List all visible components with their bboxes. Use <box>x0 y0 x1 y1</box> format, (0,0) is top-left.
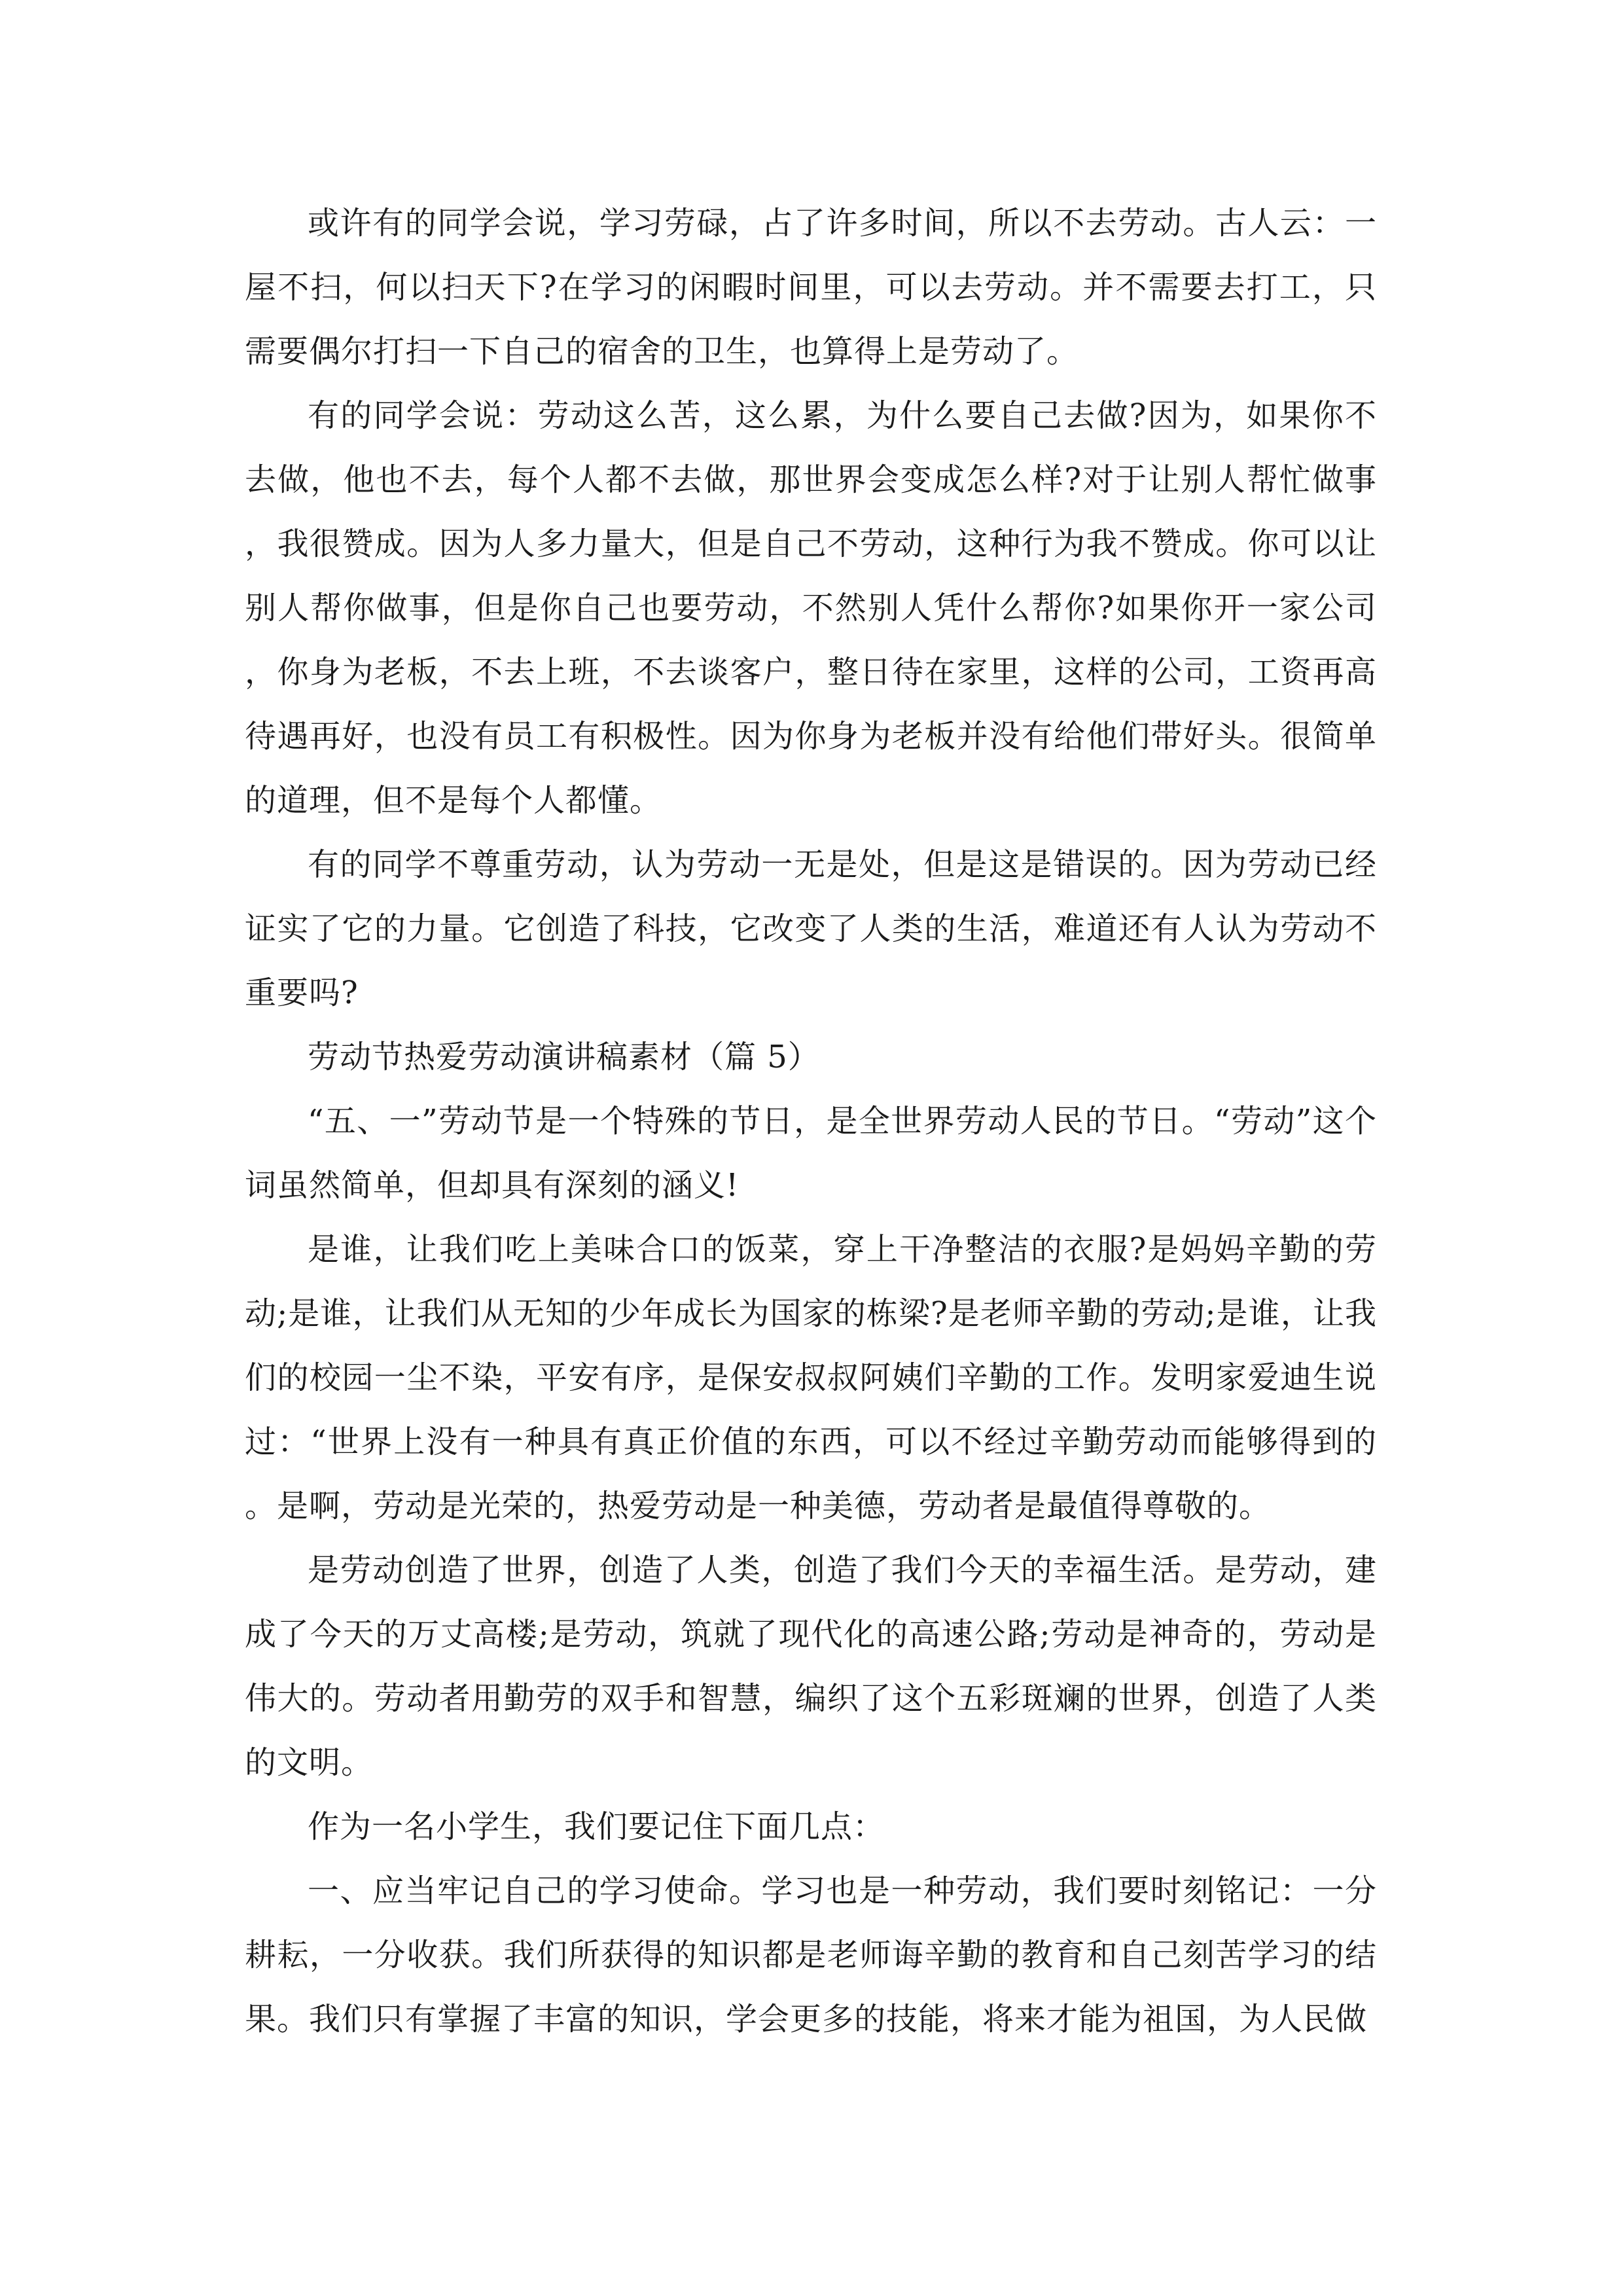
section-title: 劳动节热爱劳动演讲稿素材（篇 5） <box>308 1039 820 1075</box>
paragraph: 有的同学不尊重劳动，认为劳动一无是处，但是这是错误的。因为劳动已经证实了它的力量。它创造了科技，它改变了人类的生活，难道还有人认为劳动不重要吗? <box>245 846 1377 1011</box>
paragraph: 作为一名小学生，我们要记住下面几点： <box>308 1808 885 1845</box>
paragraph: 有的同学会说：劳动这么苦，这么累，为什么要自己去做?因为，如果你不去做，他也不去，每个人都不去做，那世界会变成怎么样?对于让别人帮忙做事，我很赞成。因为人多力量大，但是自己不劳动，这种行为我不赞成。你可以让别人帮你做事，但是你自己也要劳动，不然别人凭什么帮你?如果你开一家公司，你身为老板，不去上班，不去谈客户，整日待在家里，这样的公司，工资再高待遇再好，也没有员工有积极性。因为你身为老板并没有给他们带好头。很简单的道理，但不是每个人都懂。 <box>245 397 1377 819</box>
document-body <box>245 191 1377 2051</box>
paragraph: 是劳动创造了世界，创造了人类，创造了我们今天的幸福生活。是劳动，建成了今天的万丈高楼;是劳动，筑就了现代化的高速公路;劳动是神奇的，劳动是伟大的。劳动者用勤劳的双手和智慧，编织了这个五彩斑斓的世界，创造了人类的文明。 <box>245 1552 1377 1781</box>
paragraph: “五、一”劳动节是一个特殊的节日，是全世界劳动人民的节日。“劳动”这个词虽然简单，但却具有深刻的涵义! <box>245 1103 1377 1204</box>
paragraph: 是谁，让我们吃上美味合口的饭菜，穿上干净整洁的衣服?是妈妈辛勤的劳动;是谁，让我们从无知的少年成长为国家的栋梁?是老师辛勤的劳动;是谁，让我们的校园一尘不染，平安有序，是保安叔叔阿姨们辛勤的工作。发明家爱迪生说过：“世界上没有一种具有真正价值的东西，可以不经过辛勤劳动而能够得到的。是啊，劳动是光荣的，热爱劳动是一种美德，劳动者是最值得尊敬的。 <box>245 1231 1377 1524</box>
paragraph: 一、应当牢记自己的学习使命。学习也是一种劳动，我们要时刻铭记：一分耕耘，一分收获。我们所获得的知识都是老师诲辛勤的教育和自己刻苦学习的结果。我们只有掌握了丰富的知识，学会更多的技能，将来才能为祖国，为人民做 <box>245 1873 1377 2037</box>
paragraph: 或许有的同学会说，学习劳碌，占了许多时间，所以不去劳动。古人云：一屋不扫，何以扫天下?在学习的闲暇时间里，可以去劳动。并不需要去打工，只需要偶尔打扫一下自己的宿舍的卫生，也算得上是劳动了。 <box>245 205 1377 370</box>
